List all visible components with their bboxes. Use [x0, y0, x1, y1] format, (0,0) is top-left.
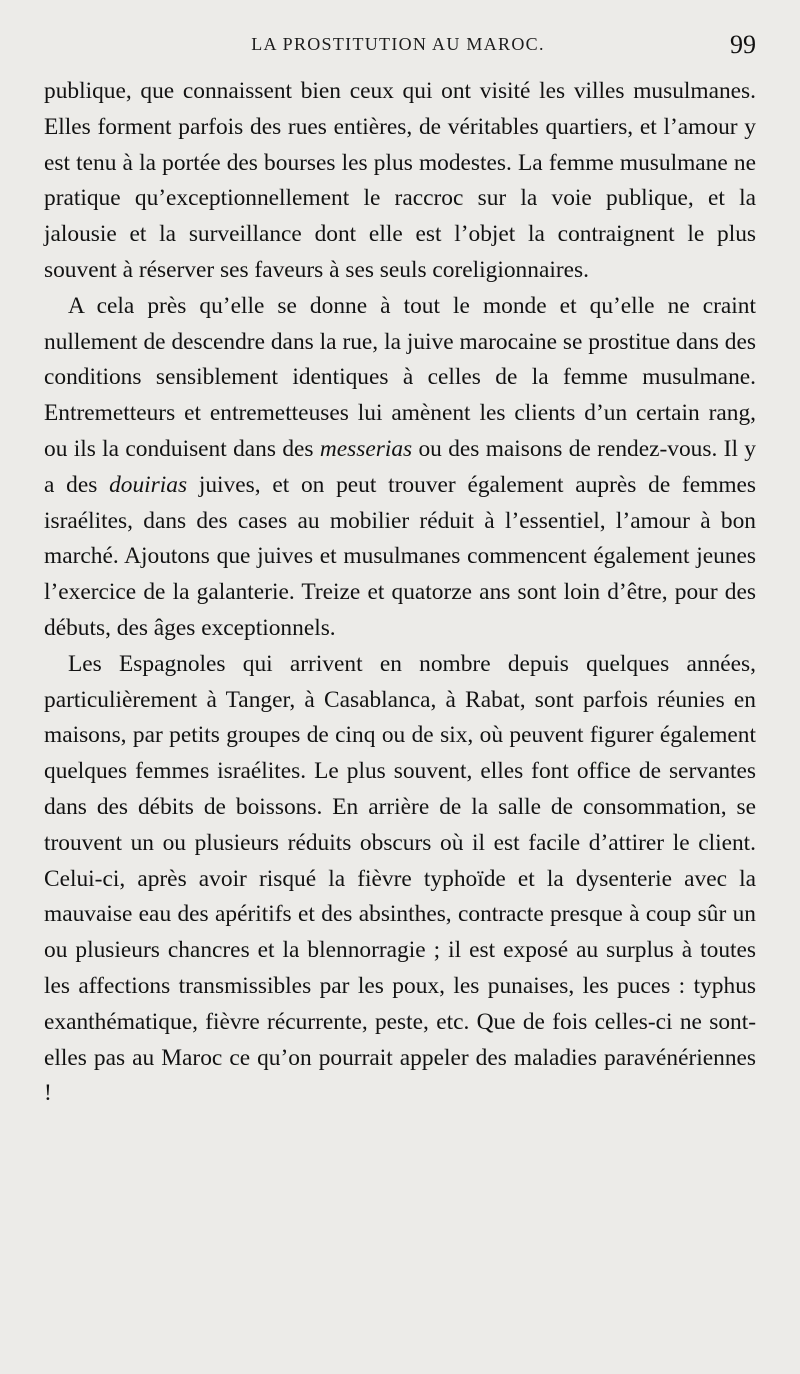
- paragraph-3: Les Espagnoles qui arrivent en nombre depuis quelques années, particulièrement à Tanger, à Casablanca, à Rabat, sont parfois réunies en maisons, par petits groupes de cinq ou de six, où peuvent figurer également quelques femmes israélites. Le plus souvent, elles font office de servantes dans des débits de boissons. En arrière de la salle de consommation, se trouvent un ou plusieurs réduits obscurs où il est facile d’attirer le client. Celui-ci, après avoir risqué la fièvre typhoïde et la dysenterie avec la mauvaise eau des apéritifs et des absinthes, contracte presque à coup sûr un ou plusieurs chancres et la blennorragie ; il est exposé au surplus à toutes les affections transmissibles par les poux, les punaises, les puces : typhus exanthématique, fièvre récurrente, peste, etc. Que de fois celles-ci ne sont-elles pas au Maroc ce qu’on pourrait appeler des maladies paravénériennes !: [44, 650, 756, 1107]
- body-text: [44, 74, 756, 1112]
- paragraph-1: publique, que connaissent bien ceux qui ont visité les villes musulmanes. Elles forment parfois des rues entières, de véritables quartiers, et l’amour y est tenu à la portée des bourses les plus modestes. La femme musulmane ne pratique qu’exceptionnellement le raccroc sur la voie publique, et la jalousie et la surveillance dont elle est l’objet la contraignent le plus souvent à réserver ses faveurs à ses seuls coreligionnaires.: [44, 78, 756, 283]
- paragraph-2-text-2: ou des maisons de rendez-vous. Il y a des: [44, 435, 757, 498]
- italic-term-douirias: douirias: [109, 471, 188, 498]
- page-number: 99: [730, 30, 756, 59]
- page-header: [40, 30, 756, 66]
- paragraph-2-text-3: juives, et on peut trouver également auprès de femmes israélites, dans des cases au mobilier réduit à l’essentiel, l’amour à bon marché. Ajoutons que juives et musulmanes commencent également jeunes l’exercice de la galanterie. Treize et quatorze ans sont loin d’être, pour des débuts, des âges exceptionnels.: [44, 471, 756, 641]
- paragraph-2: [44, 289, 756, 647]
- italic-term-messerias: messerias: [319, 435, 413, 462]
- paragraph-2-text-1: A cela près qu’elle se donne à tout le monde et qu’elle ne craint nullement de descendre dans la rue, la juive marocaine se prostitue dans des conditions sensiblement identiques à celles de la femme musulmane. Entremetteurs et entremetteuses lui amènent les clients d’un certain rang, ou ils la conduisent dans des: [44, 292, 756, 462]
- running-title: LA PROSTITUTION AU MAROC.: [251, 34, 545, 54]
